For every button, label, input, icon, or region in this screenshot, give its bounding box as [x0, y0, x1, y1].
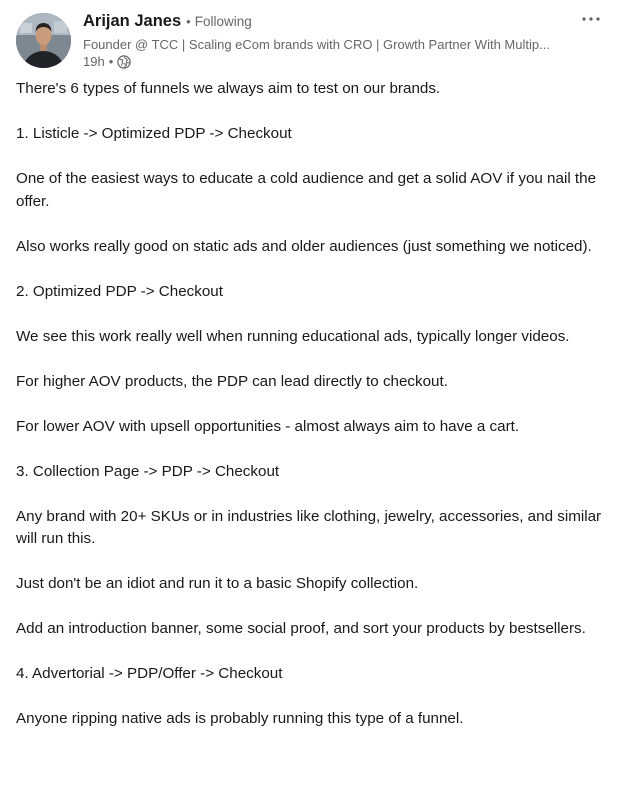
author-name-row: [83, 12, 563, 34]
follow-status: Following: [194, 14, 252, 29]
post-paragraph: For lower AOV with upsell opportunities - almost always aim to have a cart.: [16, 417, 520, 435]
post-paragraph: Any brand with 20+ SKUs or in industries like clothing, jewelry, accessories, and similar will run this.: [16, 507, 602, 547]
meta-separator: •: [108, 54, 114, 69]
separator-dot: •: [186, 14, 191, 29]
author-name[interactable]: Arijan Janes: [83, 12, 182, 30]
avatar-photo: [16, 13, 71, 68]
post-paragraph: 4. Advertorial -> PDP/Offer -> Checkout: [16, 665, 283, 682]
post-paragraph: Add an introduction banner, some social proof, and sort your products by bestsellers.: [16, 620, 586, 637]
post-paragraph: 2. Optimized PDP -> Checkout: [16, 282, 223, 300]
author-headline: Founder @ TCC | Scaling eCom brands with CRO | Growth Partner With Multip...: [83, 37, 550, 52]
post-paragraph: Anyone ripping native ads is probably running this type of a funnel.: [16, 710, 464, 727]
post-meta: [83, 53, 563, 70]
post-paragraph: We see this work really well when running educational ads, typically longer videos.: [16, 327, 570, 345]
post-body: [16, 78, 606, 753]
post-paragraph: One of the easiest ways to educate a cold audience and get a solid AOV if you nail the offer.: [16, 170, 597, 210]
post-paragraph: Also works really good on static ads and older audiences (just something we noticed).: [16, 237, 592, 255]
post-paragraph: 3. Collection Page -> PDP -> Checkout: [16, 462, 280, 480]
post-paragraph: Just don't be an idiot and run it to a basic Shopify collection.: [16, 575, 419, 592]
post-paragraph: 1. Listicle -> Optimized PDP -> Checkout: [16, 125, 292, 142]
globe-icon: [117, 55, 131, 69]
post-paragraph: There's 6 types of funnels we always aim to test on our brands.: [16, 80, 441, 97]
author-avatar[interactable]: [16, 13, 71, 68]
more-options-button[interactable]: [576, 8, 606, 30]
more-options-icon: [581, 16, 601, 22]
post-header: [83, 12, 563, 70]
post-paragraph: For higher AOV products, the PDP can lead directly to checkout.: [16, 372, 448, 390]
post-time: 19h: [83, 54, 105, 69]
